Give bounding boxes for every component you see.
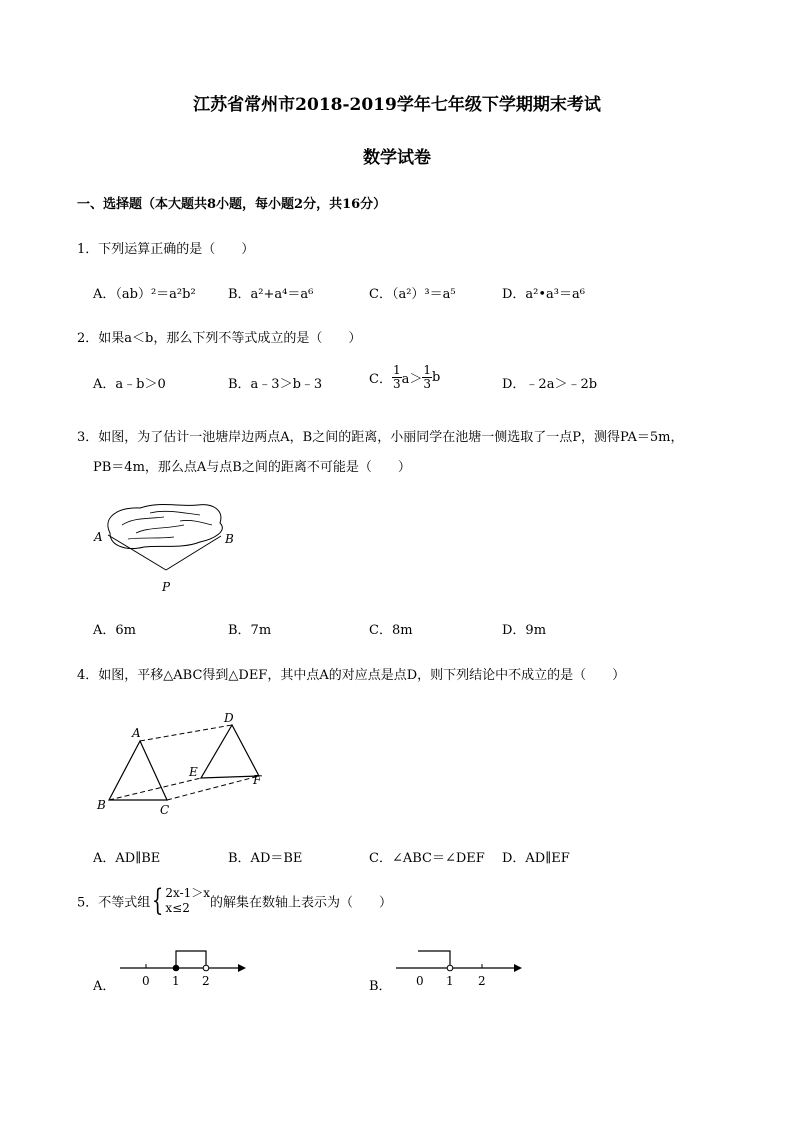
open-dot-2 (203, 965, 209, 971)
solution-bracket (176, 951, 206, 968)
segment-pa (108, 535, 166, 570)
question-2-option-c: C． $\frac{1}{3}$ a＞ $\frac{1}{3}$ b (369, 363, 441, 391)
question-2-stem: 2．如果a＜b，那么下列不等式成立的是（ ） (77, 331, 362, 346)
open-dot-1 (447, 965, 453, 971)
point-a-label: A (132, 726, 141, 740)
question-3-option-d: D．9m (502, 623, 547, 638)
point-p-label: P (162, 580, 171, 594)
inequality-system: 2x-1＞x x≤2 (165, 886, 211, 915)
tick-label-0: 0 (416, 974, 424, 988)
pond-figure (88, 495, 248, 595)
translation-figure (92, 708, 272, 820)
axis-arrow (514, 964, 522, 972)
number-line-a (118, 945, 250, 990)
question-1-option-c: C．（a²）³＝a⁵ (369, 287, 456, 302)
point-e-label: E (189, 765, 198, 779)
point-b-label: B (225, 532, 234, 546)
solution-ray (418, 951, 450, 968)
axis-arrow (238, 964, 246, 972)
fraction-lhs: $\frac{1}{3}$ (392, 363, 401, 391)
fraction-rhs: $\frac{1}{3}$ (423, 363, 431, 391)
question-5-option-a-label: A． (93, 979, 116, 994)
question-3-stem-line-1: 3．如图，为了估计一池塘岸边两点A，B之间的距离，小丽同学在池塘一侧选取了一点P，测得PA＝5m， (77, 430, 684, 445)
question-2-option-b: B．a﹣3＞b﹣3 (228, 377, 323, 392)
dashed-cf (167, 776, 259, 800)
question-1-stem: 1．下列运算正确的是（ ） (77, 242, 255, 257)
question-3-option-a: A．6m (93, 623, 136, 638)
triangle-def (201, 725, 259, 778)
tick-label-2: 2 (202, 974, 210, 988)
dashed-be (109, 778, 201, 800)
dashed-ad (140, 725, 232, 741)
point-c-label: C (160, 803, 170, 817)
tick-label-1: 1 (172, 974, 180, 988)
pond-ripples (122, 511, 212, 539)
page-subtitle: 数学试卷 (363, 148, 431, 168)
question-1-option-b: B．a²+a⁴＝a⁶ (228, 287, 314, 302)
solid-dot-1 (173, 965, 179, 971)
section-heading: 一、选择题（本大题共8小题，每小题2分，共16分） (77, 197, 387, 212)
question-2-option-d: D．﹣2a＞﹣2b (502, 377, 598, 392)
tick-label-1: 1 (446, 974, 454, 988)
number-line-b (394, 945, 526, 990)
question-4-option-d: D．AD∥EF (502, 851, 570, 866)
question-3-stem-line-2: PB＝4m，那么点A与点B之间的距离不可能是（ ） (93, 460, 411, 475)
question-1-option-d: D．a²•a³＝a⁶ (502, 287, 585, 302)
question-4-option-b: B．AD＝BE (228, 851, 303, 866)
question-5-option-b-label: B． (369, 979, 392, 994)
point-b-label: B (97, 798, 106, 812)
system-brace: { (152, 883, 164, 918)
question-3-option-b: B．7m (228, 623, 272, 638)
tick-label-0: 0 (142, 974, 150, 988)
point-a-label: A (94, 530, 103, 544)
tick-label-2: 2 (478, 974, 486, 988)
question-1-option-a: A．（ab）²＝a²b² (93, 287, 196, 302)
triangle-abc (109, 741, 167, 800)
question-2-option-a: A．a﹣b＞0 (93, 377, 166, 392)
point-d-label: D (224, 711, 234, 725)
question-5-stem: 5．不等式组{ 2x-1＞x x≤2 的解集在数轴上表示为（ ） (77, 883, 393, 918)
question-2-option-c-label: C． (369, 372, 392, 387)
point-f-label: F (253, 773, 262, 787)
question-4-option-c: C．∠ABC＝∠DEF (369, 851, 485, 866)
question-3-option-c: C．8m (369, 623, 413, 638)
question-4-option-a: A．AD∥BE (93, 851, 161, 866)
page-title: 江苏省常州市2018-2019学年七年级下学期期末考试 (193, 95, 601, 115)
question-4-stem: 4．如图，平移△ABC得到△DEF，其中点A的对应点是点D，则下列结论中不成立的是（ ） (77, 668, 626, 683)
segment-pb (166, 536, 221, 570)
